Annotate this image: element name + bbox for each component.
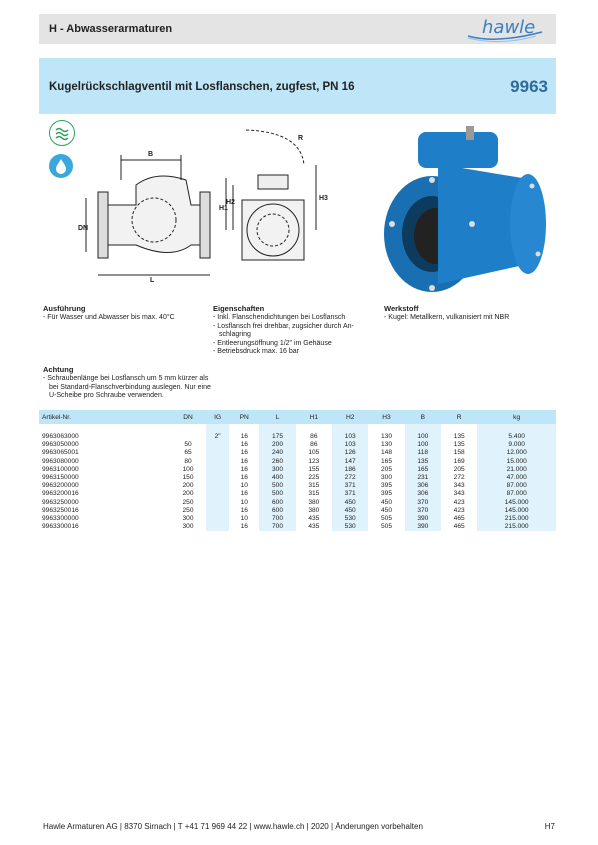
table-cell: 2" (206, 433, 229, 441)
table-row (39, 515, 556, 523)
table-cell: 700 (259, 523, 295, 531)
table-cell: 9963080000 (42, 457, 79, 465)
table-cell (206, 515, 229, 523)
table-cell: 147 (332, 458, 368, 466)
table-cell: 400 (259, 474, 295, 482)
ausfuehrung-section (43, 305, 203, 323)
table-cell: 343 (453, 482, 465, 490)
table-cell: 123 (308, 457, 320, 465)
table-cell: 16 (240, 457, 248, 465)
table-cell: 5.400 (477, 433, 556, 441)
table-cell: 135 (453, 441, 465, 449)
product-number: 9963 (510, 77, 548, 96)
table-cell: 423 (453, 498, 465, 506)
table-cell (206, 490, 229, 498)
table-header-row (39, 410, 556, 424)
col-header: H2 (332, 410, 368, 424)
table-cell: 300 (259, 466, 295, 474)
table-cell: 150 (182, 474, 194, 482)
table-cell: 505 (381, 523, 393, 531)
table-cell: 9963063000 (42, 433, 79, 440)
table-cell: 272 (453, 474, 465, 482)
table-cell: 9963200016 (42, 490, 79, 498)
table-cell: 380 (308, 506, 320, 514)
table-row (39, 449, 556, 457)
table-cell: 300 (381, 474, 393, 482)
table-cell: 215.000 (477, 523, 556, 531)
table-row (39, 482, 556, 490)
table-cell: 600 (259, 499, 295, 507)
table-cell: 145.000 (477, 507, 556, 515)
table-cell: 231 (405, 474, 441, 482)
table-cell (206, 507, 229, 515)
table-cell: 500 (259, 490, 295, 498)
hawle-logo (466, 16, 544, 42)
table-cell (206, 523, 229, 531)
label-h1: H1 (219, 205, 228, 212)
table-cell: 126 (332, 449, 368, 457)
table-cell (206, 466, 229, 474)
table-cell: 200 (259, 441, 295, 449)
table-cell: 200 (182, 490, 194, 498)
table-cell: 300 (182, 515, 194, 523)
table-cell: 272 (332, 474, 368, 482)
table-cell: 225 (308, 474, 320, 482)
eigenschaften-heading: Eigenschaften (213, 304, 265, 313)
table-cell: 100 (405, 433, 441, 441)
table-cell: 148 (381, 449, 393, 457)
table-cell: 215.000 (477, 515, 556, 523)
werkstoff-heading: Werkstoff (384, 304, 419, 313)
table-row (39, 523, 556, 531)
table-cell: 16 (240, 465, 248, 473)
table-cell: 395 (381, 482, 393, 490)
table-row (39, 466, 556, 474)
table-cell: 9963250016 (42, 506, 79, 514)
table-row (39, 499, 556, 507)
table-cell (170, 433, 206, 441)
table-row (39, 507, 556, 515)
table-cell: 450 (332, 507, 368, 515)
table-cell: 135 (405, 458, 441, 466)
werkstoff-section (384, 305, 554, 323)
table-cell: 371 (332, 490, 368, 498)
eigenschaften-item: - Inkl. Flanschendichtungen bei Losflansch (213, 314, 346, 322)
table-cell: 315 (308, 482, 320, 490)
table-cell: 47.000 (477, 474, 556, 482)
table-cell: 450 (381, 498, 393, 506)
table-spacer-row (39, 424, 556, 433)
product-title: Kugelrückschlagventil mit Losflanschen, zugfest, PN 16 (49, 81, 355, 93)
table-cell: 600 (259, 507, 295, 515)
table-cell: 380 (308, 498, 320, 506)
table-row (39, 458, 556, 466)
table-cell: 9963150000 (42, 474, 79, 482)
table-cell: 200 (182, 482, 194, 490)
table-cell: 10 (240, 498, 248, 506)
table-cell: 240 (259, 449, 295, 457)
col-header: PN (229, 410, 259, 424)
col-header: R (441, 410, 477, 424)
label-b: B (148, 151, 154, 158)
label-h3: H3 (319, 195, 328, 202)
table-cell: 165 (405, 466, 441, 474)
table-cell: 371 (332, 482, 368, 490)
table-cell: 145.000 (477, 499, 556, 507)
achtung-item: - Schraubenlänge bei Losflansch um 5 mm kürzer als bei Standard-Flanschverbindung auslegen. Nur eine U-Scheibe pro Schraube verwenden. (43, 375, 211, 400)
col-header: DN (170, 410, 206, 424)
col-header: Artikel-Nr. (39, 410, 170, 424)
col-header: B (405, 410, 441, 424)
table-cell: 15.000 (477, 458, 556, 466)
table-cell: 103 (332, 441, 368, 449)
page-header (39, 14, 556, 44)
achtung-section (43, 366, 218, 401)
table-cell: 135 (453, 433, 465, 440)
table-cell: 100 (182, 465, 194, 473)
table-cell: 9.000 (477, 441, 556, 449)
table-cell: 186 (332, 466, 368, 474)
table-cell: 390 (405, 523, 441, 531)
table-cell: 450 (381, 506, 393, 514)
achtung-heading: Achtung (43, 365, 74, 374)
table-cell: 315 (308, 490, 320, 498)
table-cell (206, 474, 229, 482)
table-cell: 306 (405, 490, 441, 498)
table-cell: 10 (240, 515, 248, 523)
table-cell: 530 (332, 523, 368, 531)
ausfuehrung-item: - Für Wasser und Abwasser bis max. 40°C (43, 314, 175, 322)
table-cell: 118 (405, 449, 441, 457)
table-cell: 16 (240, 490, 248, 498)
table-cell: 9963200000 (42, 482, 79, 490)
table-cell: 16 (240, 523, 248, 531)
table-cell: 395 (381, 490, 393, 498)
table-cell: 9963065001 (42, 449, 79, 457)
table-cell: 50 (184, 441, 192, 449)
table-cell: 80 (184, 457, 192, 465)
table-cell: 21.000 (477, 466, 556, 474)
table-cell: 169 (453, 457, 465, 465)
table-cell: 250 (182, 506, 194, 514)
table-cell: 9963100000 (42, 465, 79, 473)
eigenschaften-item: - Entleerungsöffnung 1/2" im Gehäuse (213, 339, 332, 347)
table-cell: 105 (308, 449, 320, 457)
col-header: kg (477, 410, 556, 424)
table-cell: 390 (405, 515, 441, 523)
technical-drawing (76, 120, 336, 295)
wastewater-icon (49, 120, 75, 146)
table-cell: 86 (310, 441, 318, 449)
table-cell: 500 (259, 482, 295, 490)
product-photo (378, 124, 550, 299)
eigenschaften-item: - Betriebsdruck max. 16 bar (213, 348, 299, 356)
table-cell: 9963300016 (42, 523, 79, 531)
table-cell: 343 (453, 490, 465, 498)
label-h2: H2 (226, 199, 235, 206)
product-title-band (39, 58, 556, 114)
category-title: H - Abwasserarmaturen (49, 23, 173, 35)
eigenschaften-section (213, 305, 373, 356)
water-drop-icon (49, 154, 73, 178)
eigenschaften-item: - Losflansch frei drehbar, zugsicher durch An-schlagring (213, 322, 354, 339)
ausfuehrung-heading: Ausführung (43, 304, 86, 313)
table-cell (206, 499, 229, 507)
table-row (39, 433, 556, 441)
table-cell: 130 (381, 441, 393, 449)
table-cell: 16 (240, 474, 248, 482)
table-cell: 9963250000 (42, 498, 79, 506)
table-row (39, 441, 556, 449)
label-l: L (150, 277, 155, 284)
table-cell: 9963050000 (42, 441, 79, 449)
table-cell: 87.000 (477, 490, 556, 498)
col-header: IG (206, 410, 229, 424)
table-cell: 175 (259, 433, 295, 441)
table-cell: 465 (453, 523, 465, 531)
table-cell: 700 (259, 515, 295, 523)
table-cell: 16 (240, 433, 248, 440)
table-cell: 465 (453, 515, 465, 523)
table-cell (206, 441, 229, 449)
table-cell: 16 (240, 506, 248, 514)
table-cell (206, 482, 229, 490)
col-header: H1 (296, 410, 332, 424)
table-cell: 130 (381, 433, 393, 440)
table-cell: 12.000 (477, 449, 556, 457)
table-row (39, 474, 556, 482)
table-cell: 300 (182, 523, 194, 531)
table-cell: 250 (182, 498, 194, 506)
table-cell: 158 (453, 449, 465, 457)
table-cell: 530 (332, 515, 368, 523)
table-cell: 87.000 (477, 482, 556, 490)
table-cell: 505 (381, 515, 393, 523)
table-cell: 260 (259, 458, 295, 466)
table-cell: 205 (453, 465, 465, 473)
werkstoff-item: - Kugel: Metallkern, vulkanisiert mit NBR (384, 314, 510, 322)
table-cell: 10 (240, 482, 248, 490)
table-cell: 165 (381, 457, 393, 465)
table-cell: 370 (405, 499, 441, 507)
table-row (39, 490, 556, 498)
table-cell: 205 (381, 465, 393, 473)
table-cell: 423 (453, 506, 465, 514)
footer-text: Hawle Armaturen AG | 8370 Sirnach | T +41 71 969 44 22 | www.hawle.ch | 2020 | Änderungen vorbehalten (43, 822, 423, 831)
logo-text: hawle (482, 17, 536, 38)
table-cell: 306 (405, 482, 441, 490)
col-header: L (259, 410, 295, 424)
page-number: H7 (544, 822, 555, 831)
table-cell: 65 (184, 449, 192, 457)
table-cell: 16 (240, 449, 248, 457)
table-cell: 155 (308, 465, 320, 473)
table-cell: 86 (310, 433, 318, 440)
label-dn: DN (78, 225, 89, 232)
col-header: H3 (368, 410, 404, 424)
table-cell: 435 (308, 515, 320, 523)
label-r: R (298, 135, 304, 142)
table-cell (206, 458, 229, 466)
table-cell: 100 (405, 441, 441, 449)
table-cell: 9963300000 (42, 515, 79, 523)
table-cell: 103 (332, 433, 368, 441)
table-cell: 435 (308, 523, 320, 531)
table-cell (206, 449, 229, 457)
article-table (39, 410, 556, 531)
table-cell: 16 (240, 441, 248, 449)
table-cell: 450 (332, 499, 368, 507)
table-cell: 370 (405, 507, 441, 515)
